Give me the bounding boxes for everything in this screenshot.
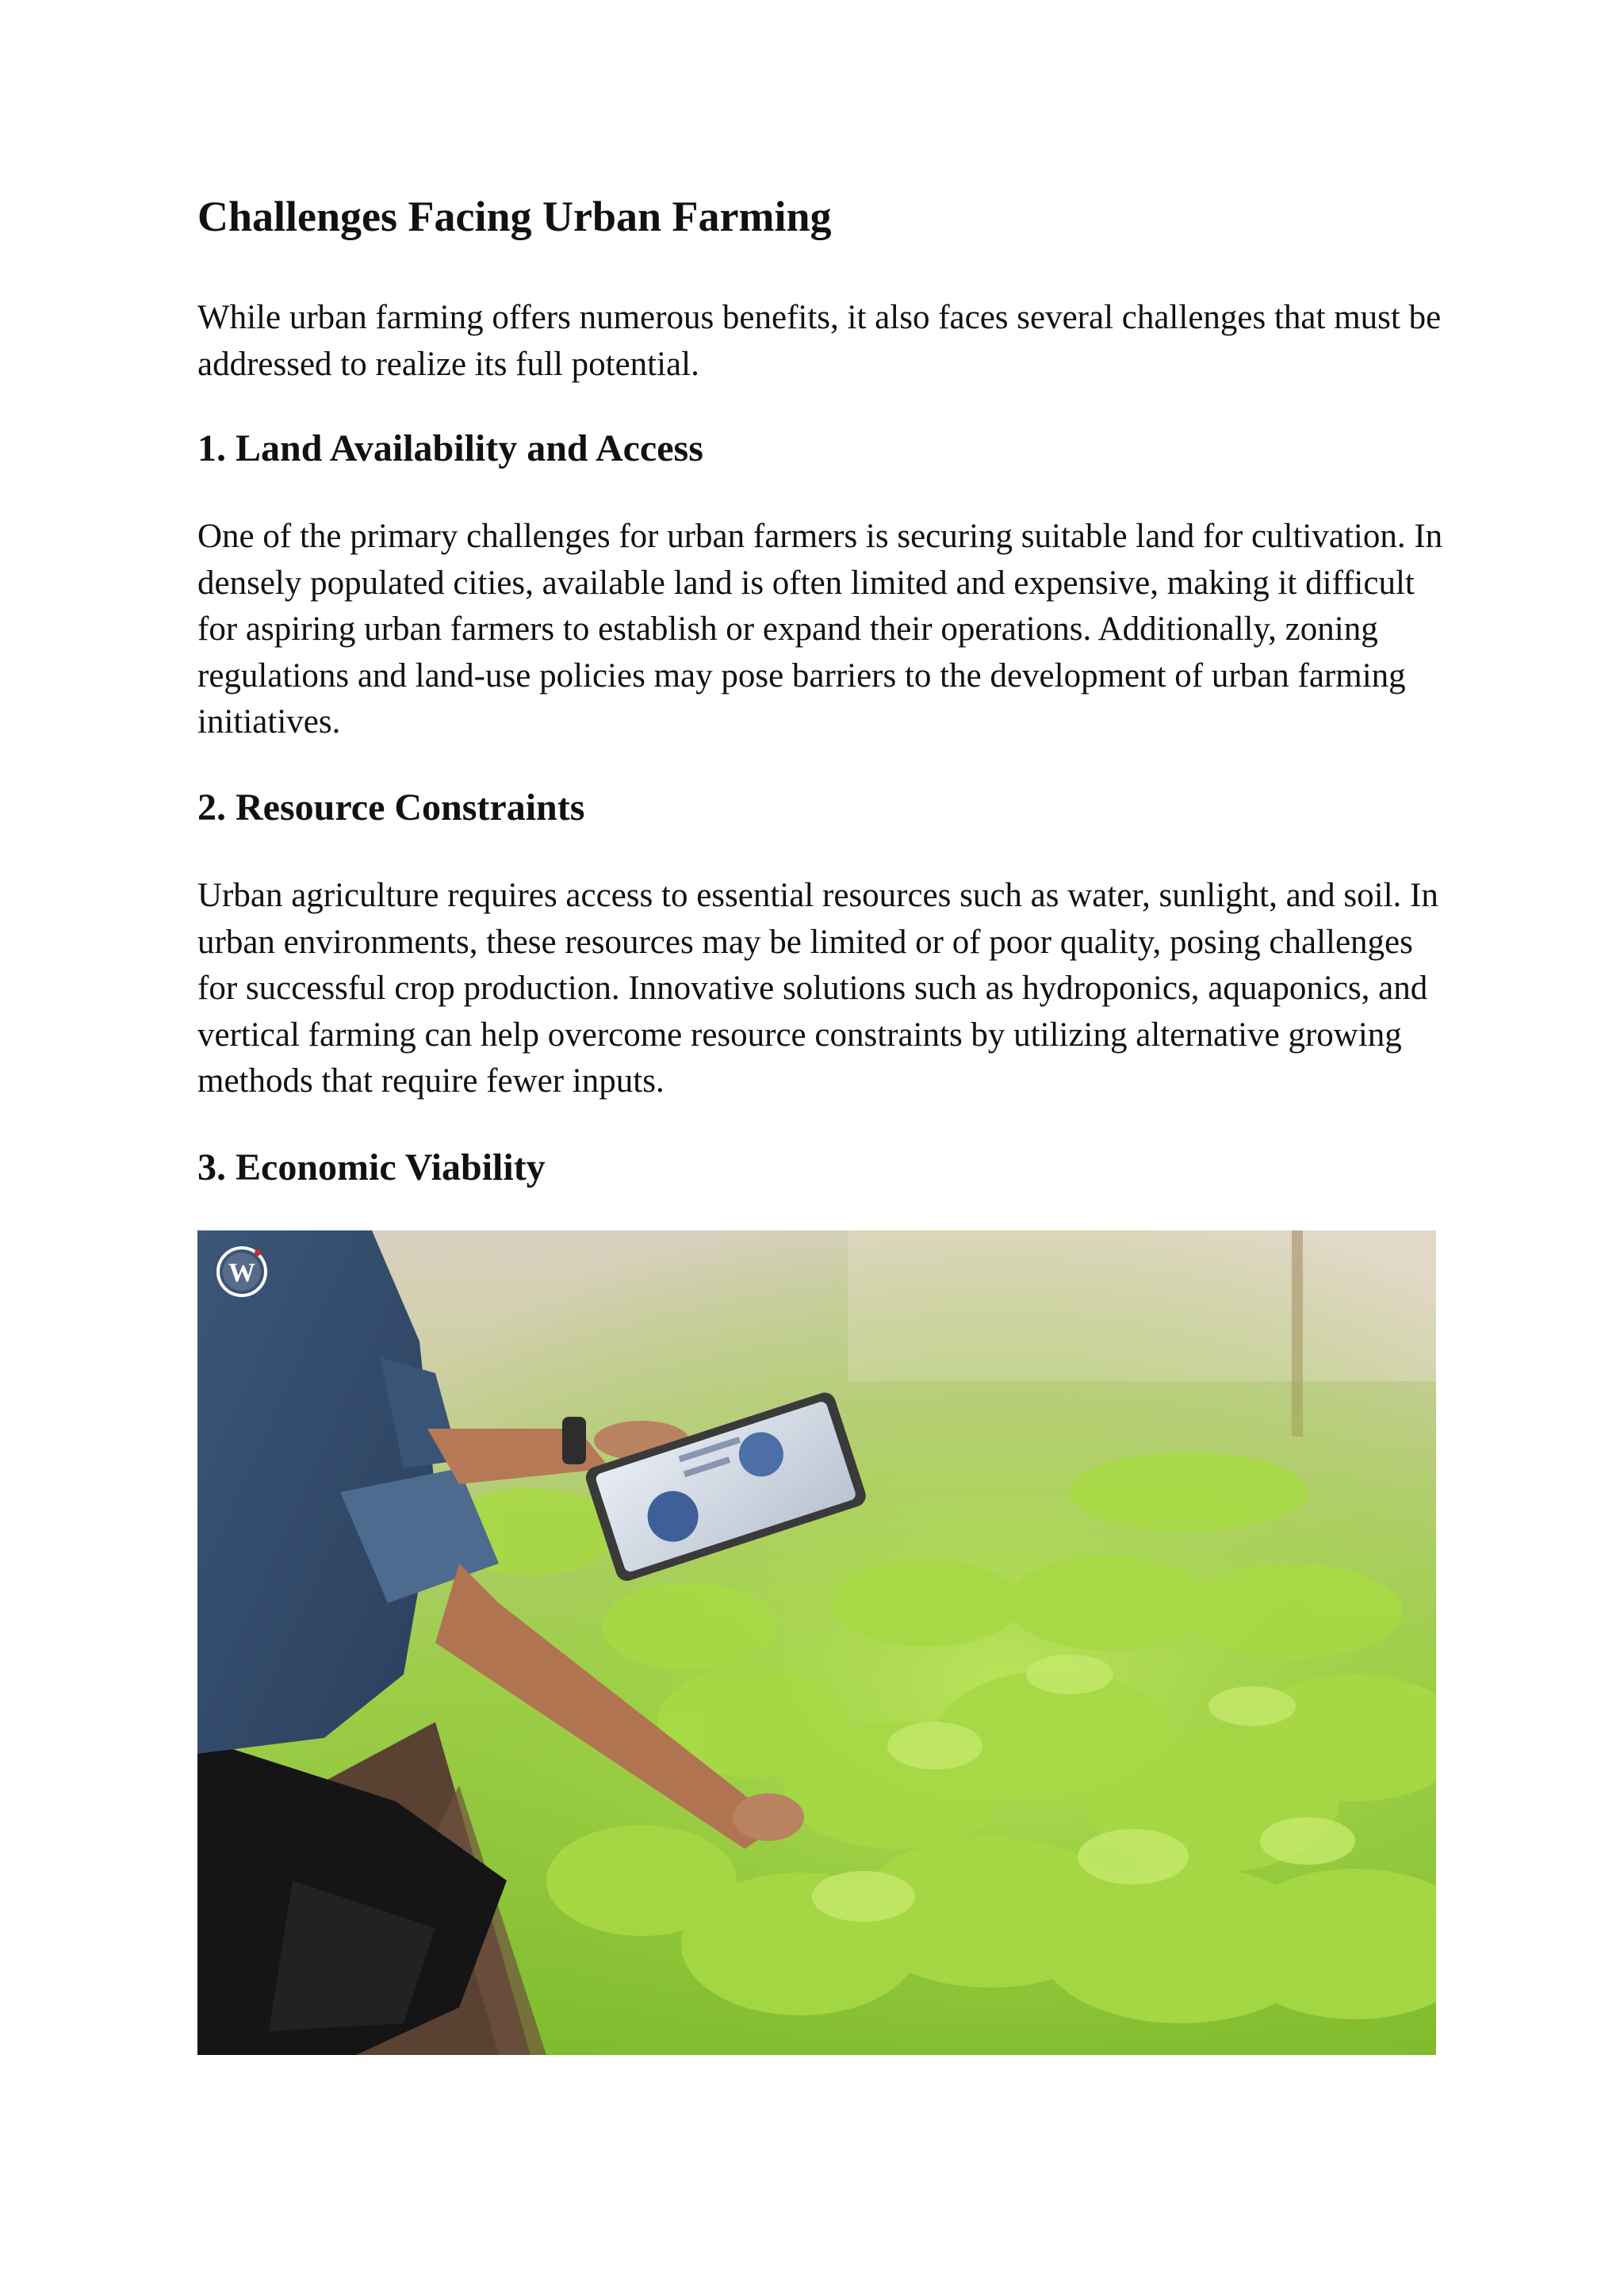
section-heading-resources: 2. Resource Constraints [197, 786, 585, 828]
section-heading-land: 1. Land Availability and Access [197, 427, 703, 469]
farmer-lettuce-photo [197, 1230, 1436, 2055]
section-heading-economic: 3. Economic Viability [197, 1146, 546, 1188]
svg-text:W: W [228, 1258, 255, 1288]
watermark-logo [218, 1248, 266, 1295]
section-body-resources: Urban agriculture requires access to essential resources such as water, sunlight, and soil. In urban environments, these resources may be limited or of poor quality, posing challenges for successful crop production. Innovative solutions such as hydroponics, aquaponics, and vertical farming can help overcome resource constraints by utilizing alternative growing methods that require fewer inputs. [197, 877, 1438, 1100]
page-title: Challenges Facing Urban Farming [197, 193, 832, 240]
intro-paragraph: While urban farming offers numerous benefits, it also faces several challenges that must be addressed to realize its full potential. [197, 299, 1442, 383]
section-body-land: One of the primary challenges for urban farmers is securing suitable land for cultivation. In densely populated cities, available land is often limited and expensive, making it difficult for aspiring urban farmers to establish or expand their operations. Additionally, zoning regulations and land-use policies may pose barriers to the development of urban farming initiatives. [197, 518, 1443, 740]
